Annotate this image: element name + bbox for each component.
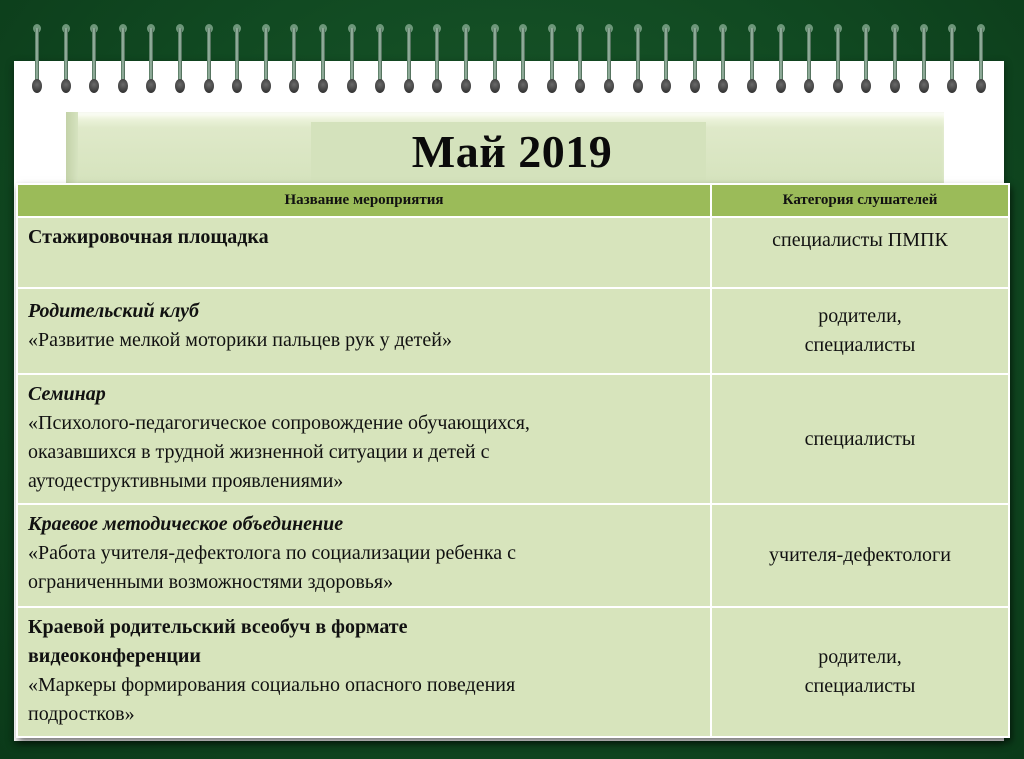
audience-cell [711,288,1009,374]
audience-text: специалисты ПМПК [772,229,948,251]
column-header-event-name: Название мероприятия [17,184,711,217]
spiral-ring-icon [432,22,442,98]
event-cell [17,217,711,288]
audience-cell [711,504,1009,607]
spiral-ring-icon [318,22,328,98]
audience-cell [711,217,1009,288]
spiral-ring-icon [118,22,128,98]
audience-text: специалисты [804,334,916,356]
spiral-ring-icon [404,22,414,98]
spiral-ring-icon [661,22,671,98]
spiral-ring-icon [89,22,99,98]
table-row [17,288,1009,374]
spiral-ring-icon [347,22,357,98]
spiral-ring-icon [146,22,156,98]
spiral-ring-icon [919,22,929,98]
event-type: Стажировочная площадка [28,226,269,248]
spiral-ring-icon [518,22,528,98]
spiral-ring-icon [461,22,471,98]
spiral-ring-icon [289,22,299,98]
spiral-ring-icon [833,22,843,98]
events-table [16,183,1010,738]
event-title: подростков» [28,703,135,725]
audience-text: специалисты [804,675,916,697]
event-type: Краевое методическое объединение [28,513,344,535]
spiral-ring-icon [947,22,957,98]
event-cell [17,504,711,607]
spiral-ring-icon [575,22,585,98]
spiral-ring-icon [204,22,214,98]
page-title: Май 2019 [411,126,613,177]
event-type: Родительский клуб [28,300,200,322]
event-type: видеоконференции [28,645,201,667]
event-title: «Психолого-педагогическое сопровождение обучающихся, [28,412,530,434]
spiral-ring-icon [261,22,271,98]
table-row [17,374,1009,504]
column-header-audience: Категория слушателей [711,184,1009,217]
spiral-ring-icon [890,22,900,98]
event-cell [17,607,711,737]
spiral-ring-icon [375,22,385,98]
spiral-ring-icon [747,22,757,98]
audience-text: родители, [818,305,902,327]
event-type: Семинар [28,383,106,405]
event-title: оказавшихся в трудной жизненной ситуации и детей с [28,441,490,463]
spiral-ring-icon [633,22,643,98]
event-type: Краевой родительский всеобуч в формате [28,616,408,638]
event-cell [17,374,711,504]
spiral-binding [14,22,1004,102]
audience-text: специалисты [804,427,916,450]
event-cell [17,288,711,374]
event-title: «Маркеры формирования социально опасного поведения [28,674,516,696]
spiral-ring-icon [547,22,557,98]
audience-text: родители, [818,646,902,668]
spiral-ring-icon [976,22,986,98]
event-title: «Развитие мелкой моторики пальцев рук у детей» [28,329,452,351]
audience-text: учителя-дефектологи [769,544,951,566]
spiral-ring-icon [490,22,500,98]
audience-cell [711,607,1009,737]
spiral-ring-icon [718,22,728,98]
spiral-ring-icon [776,22,786,98]
spiral-ring-icon [32,22,42,98]
spiral-ring-icon [804,22,814,98]
table-row [17,504,1009,607]
spiral-ring-icon [861,22,871,98]
audience-cell [711,374,1009,504]
event-title: «Работа учителя-дефектолога по социализации ребенка с [28,542,516,564]
spiral-ring-icon [232,22,242,98]
table-header-row [17,184,1009,217]
spiral-ring-icon [175,22,185,98]
event-title: ограниченными возможностями здоровья» [28,571,394,593]
spiral-ring-icon [690,22,700,98]
spiral-ring-icon [61,22,71,98]
table-row [17,607,1009,737]
event-title: аутодеструктивными проявлениями» [28,470,344,492]
table-row [17,217,1009,288]
spiral-ring-icon [604,22,614,98]
